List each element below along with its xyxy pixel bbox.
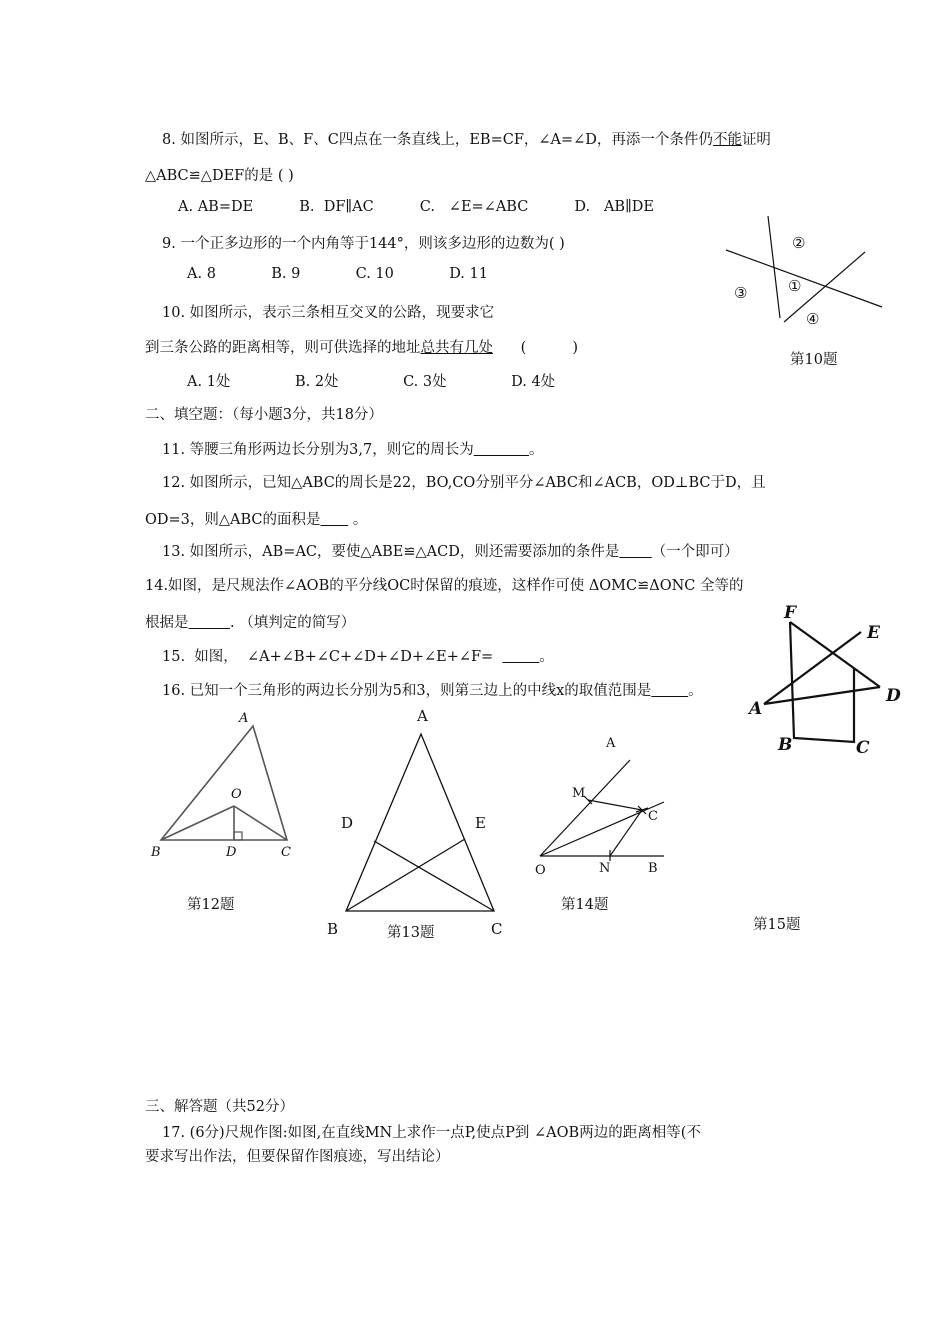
fig15-label-e: E: [867, 623, 880, 643]
q13-blank: [619, 544, 651, 560]
q11-blank: [474, 442, 529, 458]
fig15-label-b: B: [778, 735, 793, 755]
q10-line1: 10. 如图所示，表示三条相互交叉的公路，现要求它: [162, 305, 495, 321]
fig10-caption: 第10题: [790, 352, 838, 368]
q17-line2: 要求写出作法，但要保留作图痕迹，写出结论）: [145, 1149, 450, 1165]
q15-blank: [502, 649, 539, 665]
fig12-triangle-abc: [161, 726, 287, 840]
fig10-region-2: ②: [792, 234, 806, 252]
q10-line2: 到三条公路的距离相等，则可供选择的地址总共有几处 ( ): [145, 340, 579, 356]
fig14-label-a: A: [606, 736, 616, 751]
q8-line1: 8. 如图所示，E、B、F、C四点在一条直线上，EB=CF，∠A=∠D，再添一个条件仍不能证明: [162, 132, 771, 148]
q12-blank: [321, 512, 349, 528]
fig15-caption: 第15题: [753, 917, 801, 933]
fig15-line-ad: [764, 687, 880, 704]
q8-line2: △ABC≌△DEF的是 ( ): [145, 168, 294, 184]
fig12-label-d: D: [226, 845, 237, 860]
fig14-label-m: M: [572, 786, 586, 801]
fig12-label-b: B: [151, 845, 161, 860]
figure-15: [748, 603, 908, 758]
fig14-segment-mc: [588, 800, 642, 810]
fig15-label-c: C: [856, 738, 870, 758]
fig14-caption: 第14题: [561, 897, 609, 913]
fig13-label-c: C: [491, 920, 503, 938]
fig15-line-ae: [764, 632, 861, 704]
section-answer-title: 三、解答题（共52分）: [145, 1099, 294, 1115]
fig13-label-a: A: [417, 707, 428, 725]
fig12-caption: 第12题: [187, 897, 235, 913]
fig14-label-b: B: [648, 861, 658, 876]
fig13-segment-dc: [374, 841, 494, 911]
q14-line2: 根据是 . （填判定的简写）: [145, 615, 356, 631]
fig10-region-3: ③: [734, 284, 748, 302]
q15: 15. 如图， ∠A+∠B+∠C+∠D+∠D+∠E+∠F= 。: [162, 649, 554, 665]
q16: 16. 已知一个三角形的两边长分别为5和3，则第三边上的中线x的取值范围是 。: [162, 683, 703, 699]
fig15-label-d: D: [886, 686, 901, 706]
fig13-caption: 第13题: [387, 925, 435, 941]
section-fill-in-title: 二、填空题：（每小题3分，共18分）: [145, 407, 383, 423]
fig13-segment-eb: [346, 839, 465, 911]
fig13-label-e: E: [475, 814, 486, 832]
fig14-segment-nc: [610, 810, 642, 856]
q8-underlined-text: 不能: [712, 132, 742, 148]
q9-options: A. 8 B. 9 C. 10 D. 11: [187, 266, 488, 282]
fig10-region-1: ①: [788, 277, 802, 295]
figure-13: [325, 700, 515, 940]
q10-options: A. 1处 B. 2处 C. 3处 D. 4处: [187, 374, 556, 390]
fig14-label-n: N: [599, 861, 611, 876]
fig15-label-f: F: [784, 603, 797, 623]
q14-blank: [189, 615, 230, 631]
q8-options: A. AB=DE B. DF∥AC C. ∠E=∠ABC D. AB∥DE: [178, 199, 655, 215]
fig14-ray-oa: [540, 760, 630, 856]
q16-blank: [651, 683, 688, 699]
fig12-right-angle-mark: [234, 832, 242, 840]
q9-line1: 9. 一个正多边形的一个内角等于144°，则该多边形的边数为( ): [162, 236, 565, 252]
q12-line1: 12. 如图所示，已知△ABC的周长是22，BO,CO分别平分∠ABC和∠ACB，OD⊥BC于D，且: [162, 475, 766, 491]
fig12-label-o: O: [231, 787, 242, 802]
fig15-label-a: A: [749, 699, 763, 719]
figure-12: [145, 700, 305, 870]
fig15-path-fbc: [790, 622, 854, 742]
q10-underlined-text: 总共有几处: [420, 340, 493, 356]
fig14-ray-oc: [540, 802, 664, 856]
fig13-label-d: D: [341, 814, 354, 832]
q12-line2: OD=3，则△ABC的面积是 。: [145, 512, 368, 528]
q13: 13. 如图所示，AB=AC，要使△ABE≌△ACD，则还需要添加的条件是 （一个即可）: [162, 544, 739, 560]
fig12-segment-bo: [161, 806, 234, 840]
figure-14: [530, 730, 670, 880]
fig14-label-c: C: [648, 809, 658, 824]
fig12-label-a: A: [239, 711, 249, 726]
q17-line1: 17. (6分)尺规作图:如图,在直线MN上求作一点P,使点P到 ∠AOB两边的距离相等(不: [162, 1125, 701, 1141]
fig13-triangle-abc: [346, 734, 494, 911]
fig13-label-b: B: [327, 920, 339, 938]
q11: 11. 等腰三角形两边长分别为3,7，则它的周长为 。: [162, 442, 544, 458]
fig10-region-4: ④: [806, 310, 820, 328]
fig10-road-2: [726, 250, 882, 307]
fig12-label-c: C: [281, 845, 291, 860]
fig14-label-o: O: [535, 863, 546, 878]
q14-line1: 14.如图，是尺规法作∠AOB的平分线OC时保留的痕迹，这样作可使 ΔOMC≌ΔONC 全等的: [145, 578, 744, 594]
